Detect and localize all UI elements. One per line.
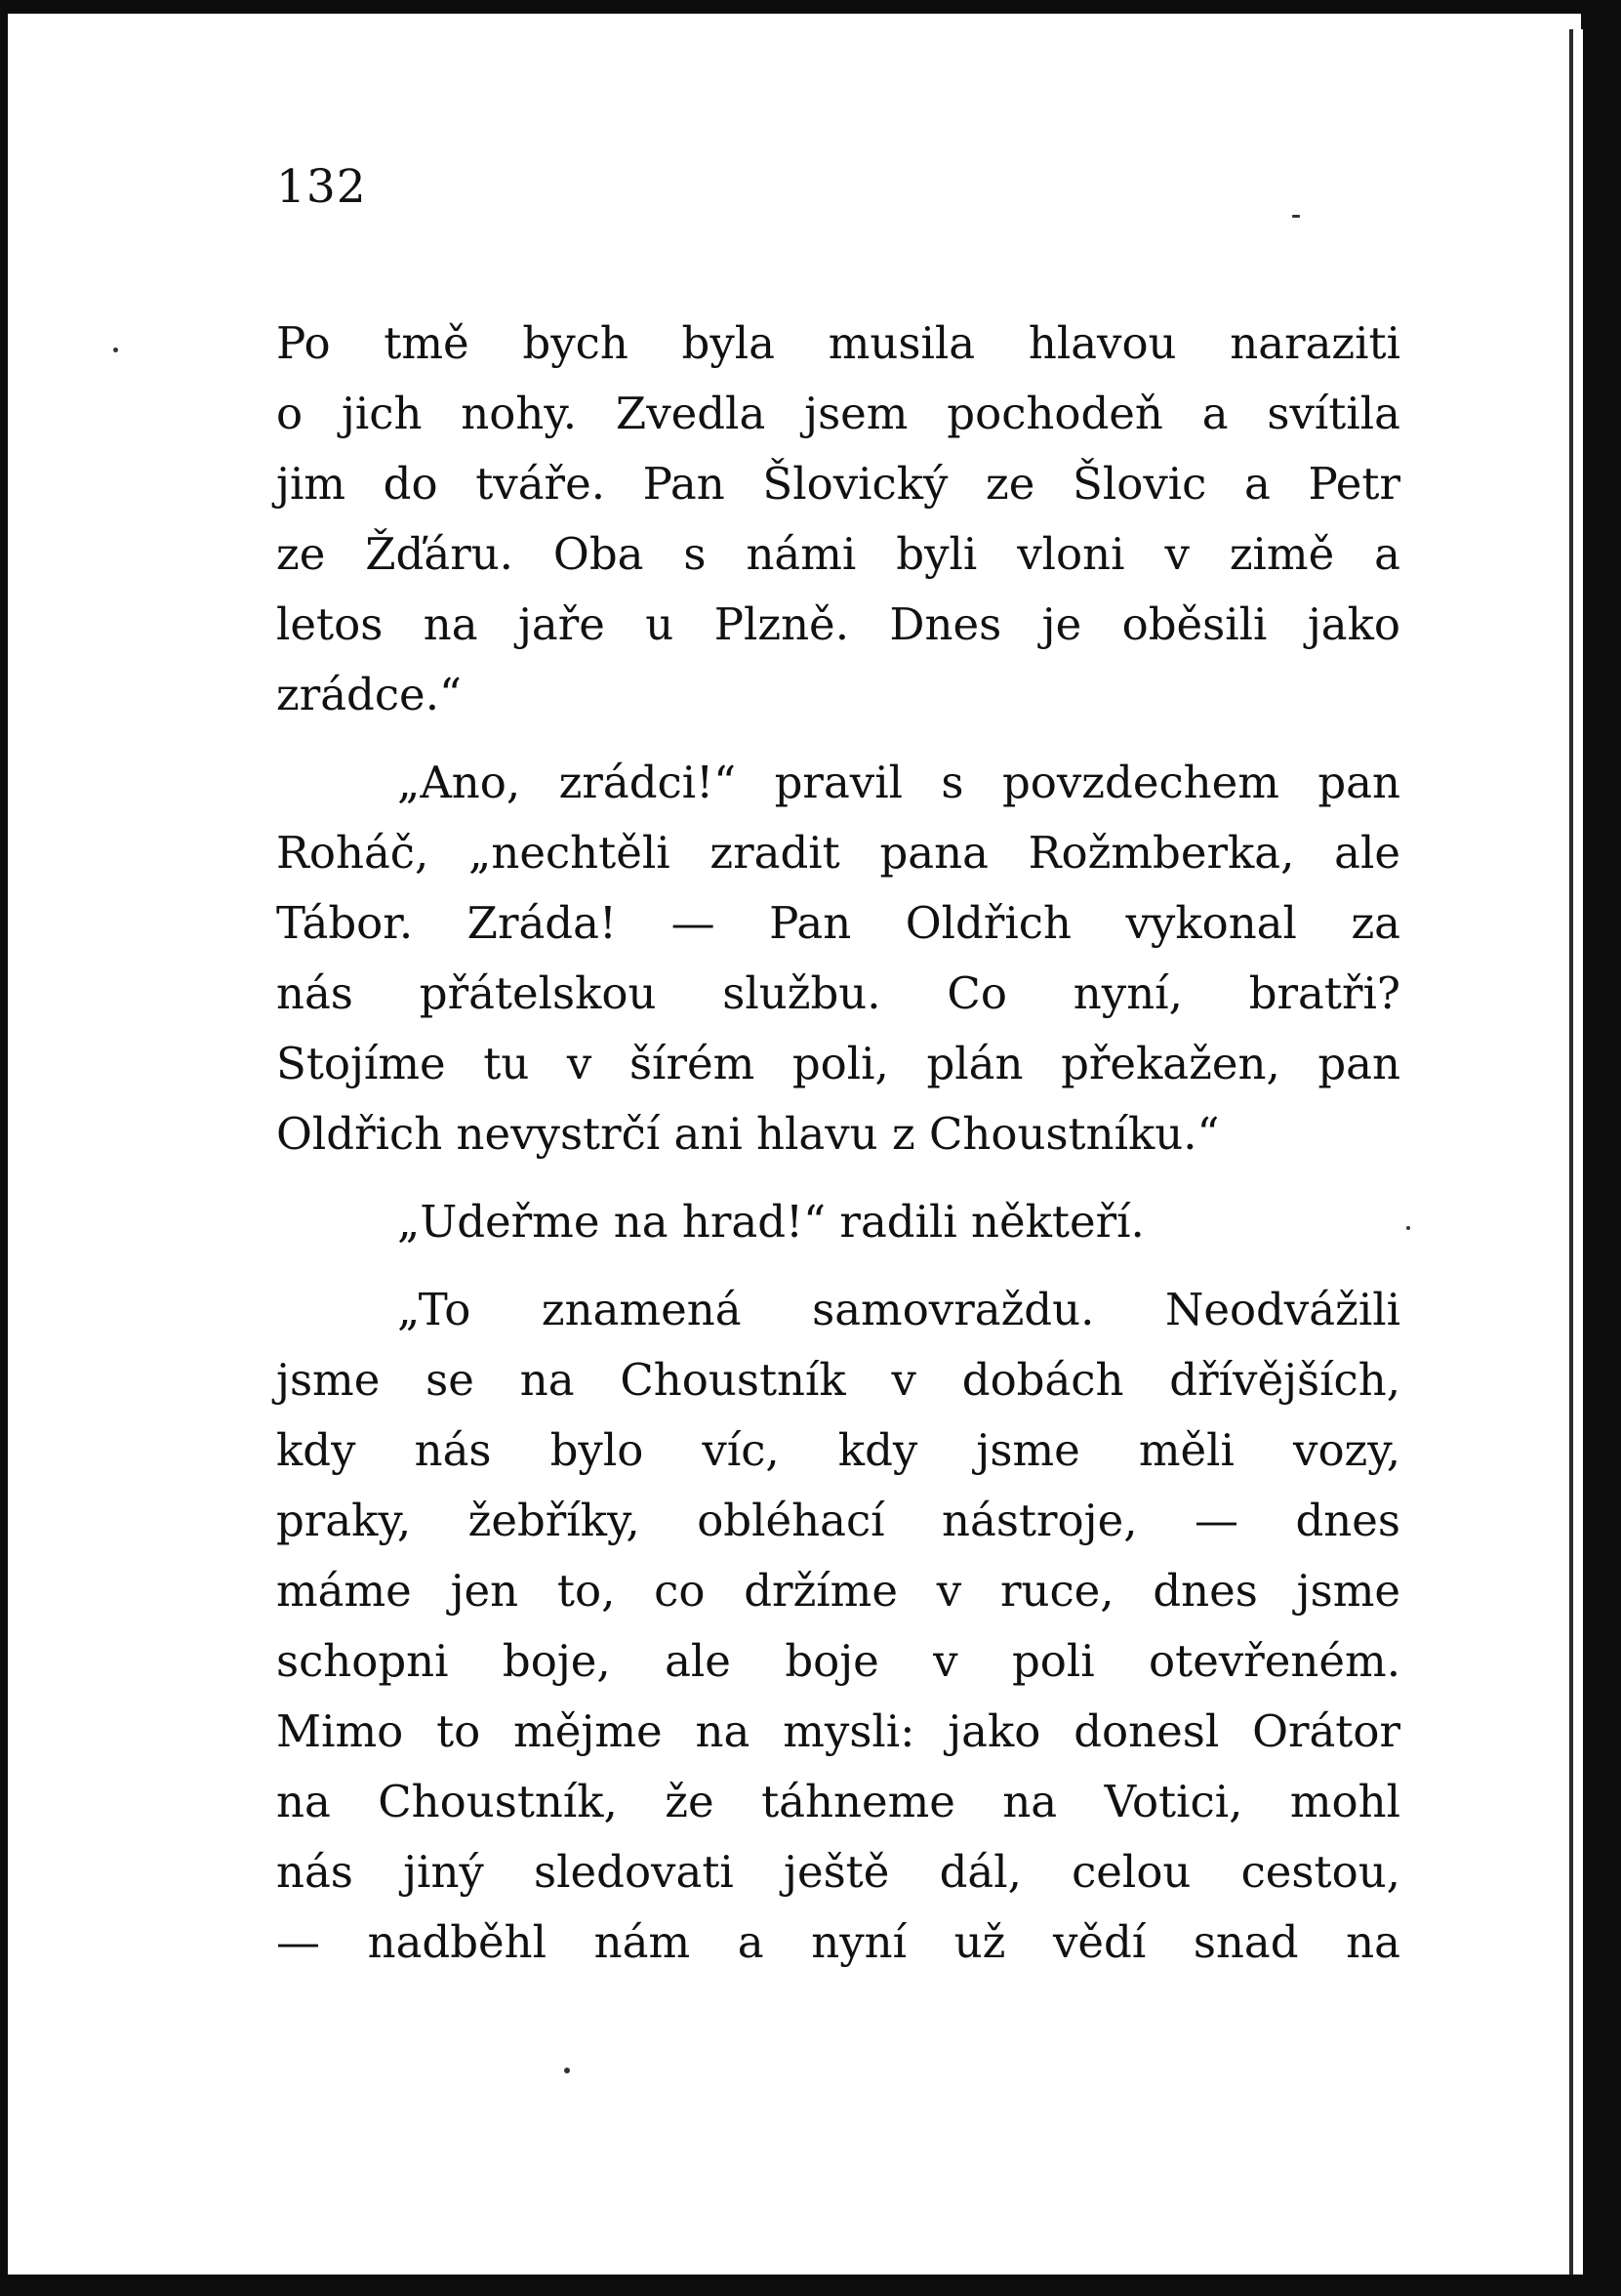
dust-speck — [1406, 1226, 1410, 1230]
text-line: Tábor. Zráda! — Pan Oldřich vykonal za — [276, 897, 1400, 949]
text-line: ze Žďáru. Oba s námi byli vloni v zimě a — [276, 528, 1400, 580]
scan-border-bottom — [0, 2275, 1621, 2296]
text-line: „Ano, zrádci!“ pravil s povzdechem pan — [397, 757, 1400, 808]
text-line: letos na jaře u Plzně. Dnes je oběsili jako — [276, 598, 1400, 650]
text-line: nás přátelskou službu. Co nyní, bratři? — [276, 967, 1400, 1019]
scan-border-left — [0, 0, 8, 2296]
text-line: jim do tváře. Pan Šlovický ze Šlovic a Petr — [276, 458, 1400, 510]
text-line: kdy nás bylo víc, kdy jsme měli vozy, — [276, 1424, 1400, 1476]
text-line: zrádce.“ — [276, 669, 462, 720]
paragraph — [276, 308, 1400, 730]
dust-speck — [1292, 215, 1300, 218]
text-line: jsme se na Choustník v dobách dřívějších, — [276, 1354, 1400, 1406]
text-line: Roháč, „nechtěli zradit pana Rožmberka, ale — [276, 827, 1400, 879]
paragraph — [276, 748, 1400, 1169]
text-line: o jich nohy. Zvedla jsem pochodeň a svítila — [276, 388, 1400, 439]
text-line: Po tmě bych byla musila hlavou naraziti — [276, 317, 1400, 369]
text-line: nás jiný sledovati ještě dál, celou cestou, — [276, 1846, 1400, 1898]
dust-speck — [113, 348, 118, 352]
page-number: 132 — [276, 160, 367, 214]
scan-border-right — [1581, 0, 1621, 2296]
dust-speck — [564, 2068, 570, 2073]
text-line: máme jen to, co držíme v ruce, dnes jsme — [276, 1565, 1400, 1617]
text-line: — nadběhl nám a nyní už vědí snad na — [276, 1916, 1400, 1968]
text-line: praky, žebříky, obléhací nástroje, — dnes — [276, 1495, 1400, 1546]
text-line: „To znamená samovraždu. Neodvážili — [397, 1284, 1400, 1335]
text-line: „Udeřme na hrad!“ radili někteří. — [397, 1196, 1145, 1248]
paragraph — [276, 1187, 1400, 1257]
text-line: na Choustník, že táhneme na Votici, mohl — [276, 1776, 1400, 1827]
text-line: Stojíme tu v šírém poli, plán překažen, pan — [276, 1038, 1400, 1089]
text-line: Oldřich nevystrčí ani hlavu z Choustníku.“ — [276, 1108, 1220, 1160]
paragraph — [276, 1275, 1400, 1978]
text-line: Mimo to mějme na mysli: jako donesl Orátor — [276, 1705, 1400, 1757]
scan-border-top — [0, 0, 1621, 14]
body-text — [276, 308, 1400, 1978]
page-edge-strip — [1569, 29, 1583, 2275]
text-line: schopni boje, ale boje v poli otevřeném. — [276, 1635, 1400, 1687]
